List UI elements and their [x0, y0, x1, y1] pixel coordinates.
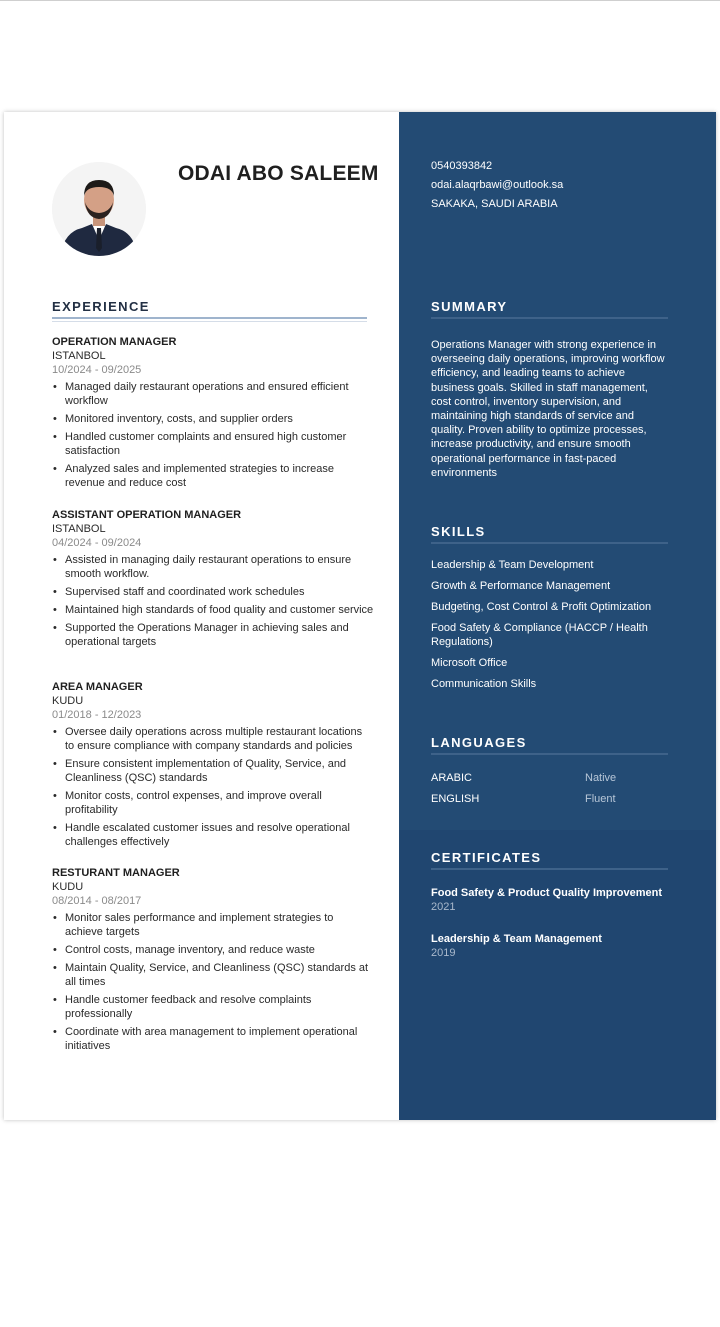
certificate-year: 2021 — [431, 901, 456, 913]
skill-item: Leadership & Team Development — [431, 559, 594, 571]
skill-item: Growth & Performance Management — [431, 580, 611, 592]
job-bullet: • Maintain Quality, Service, and Cleanliness (QSC) standards at all times — [65, 961, 374, 989]
location: SAKAKA, SAUDI ARABIA — [431, 198, 558, 210]
job-company: KUDU — [52, 695, 84, 707]
skill-item: Microsoft Office — [431, 657, 508, 669]
job-bullets — [52, 911, 374, 1053]
experience-rule-thin — [52, 321, 367, 322]
experience-item — [52, 508, 374, 653]
job-bullet: • Supported the Operations Manager in achieving sales and operational targets — [65, 621, 374, 649]
job-bullet: • Assisted in managing daily restaurant operations to ensure smooth workflow. — [65, 553, 374, 581]
certificate-item — [431, 886, 681, 914]
certificates-rule — [431, 868, 668, 870]
job-bullet: • Analyzed sales and implemented strategies to increase revenue and reduce cost — [65, 462, 374, 490]
job-title: AREA MANAGER — [52, 681, 143, 693]
experience-heading: EXPERIENCE — [52, 299, 150, 314]
job-bullets — [52, 725, 374, 849]
language-name: ENGLISH — [431, 793, 480, 805]
language-row — [431, 793, 671, 805]
skill-item: Communication Skills — [431, 678, 537, 690]
languages-heading: LANGUAGES — [431, 735, 527, 750]
resume-page — [4, 112, 716, 1120]
skill-item: Food Safety & Compliance (HACCP / Health Regulations) — [431, 622, 648, 648]
sidebar-lower-panel — [399, 830, 716, 1120]
job-dates: 08/2014 - 08/2017 — [52, 895, 142, 907]
contact-block — [431, 157, 563, 214]
email-address: odai.alaqrbawi@outlook.sa — [431, 179, 564, 191]
job-company: KUDU — [52, 881, 84, 893]
job-bullet: • Monitored inventory, costs, and supplier orders — [65, 412, 374, 426]
language-level: Native — [585, 772, 617, 784]
certificate-name: Food Safety & Product Quality Improvement — [431, 887, 663, 899]
job-company: ISTANBOL — [52, 350, 106, 362]
certificates-heading: CERTIFICATES — [431, 850, 542, 865]
job-dates: 01/2018 - 12/2023 — [52, 709, 142, 721]
job-company: ISTANBOL — [52, 523, 106, 535]
job-bullet: • Managed daily restaurant operations and ensured efficient workflow — [65, 380, 374, 408]
job-bullets — [52, 553, 374, 649]
left-column — [4, 112, 399, 1120]
certificate-year: 2019 — [431, 947, 456, 959]
profile-photo — [52, 162, 146, 256]
skills-heading: SKILLS — [431, 524, 486, 539]
summary-heading: SUMMARY — [431, 299, 508, 314]
job-bullet: • Coordinate with area management to implement operational initiatives — [65, 1025, 374, 1053]
phone-number: 0540393842 — [431, 160, 493, 172]
candidate-name: ODAI ABO SALEEM — [178, 162, 379, 185]
summary-rule — [431, 317, 668, 319]
job-bullet: • Supervised staff and coordinated work schedules — [65, 585, 374, 599]
person-photo-icon — [52, 162, 146, 256]
summary-text: Operations Manager with strong experience in overseeing daily operations, improving workflow efficiency, and leading teams to achieve business goals. Skilled in staff management, cost control, inventory supervision, and maintaining high standards of service and quality. Proven ability to optimize processes, increase productivity, and ensure smooth operational performance in fast-paced environments — [431, 339, 665, 479]
language-name: ARABIC — [431, 772, 472, 784]
job-bullet: • Oversee daily operations across multiple restaurant locations to ensure compliance with company standards and policies — [65, 725, 374, 753]
job-bullet: • Control costs, manage inventory, and reduce waste — [65, 943, 374, 957]
job-bullets — [52, 380, 374, 490]
job-bullet: • Monitor sales performance and implement strategies to achieve targets — [65, 911, 374, 939]
skills-rule — [431, 542, 668, 544]
job-dates: 10/2024 - 09/2025 — [52, 364, 142, 376]
job-title: OPERATION MANAGER — [52, 336, 177, 348]
languages-rule — [431, 753, 668, 755]
language-level: Fluent — [585, 793, 616, 805]
job-bullet: • Monitor costs, control expenses, and improve overall profitability — [65, 789, 374, 817]
experience-rule — [52, 317, 367, 319]
skill-item: Budgeting, Cost Control & Profit Optimization — [431, 601, 652, 613]
job-bullet: • Handle customer feedback and resolve complaints professionally — [65, 993, 374, 1021]
experience-item — [52, 335, 374, 494]
right-sidebar — [399, 112, 716, 1120]
experience-item — [52, 680, 374, 853]
job-bullet: • Handled customer complaints and ensured high customer satisfaction — [65, 430, 374, 458]
job-bullet: • Handle escalated customer issues and resolve operational challenges effectively — [65, 821, 374, 849]
top-divider — [0, 0, 720, 1]
job-title: RESTURANT MANAGER — [52, 867, 180, 879]
job-bullet: • Maintained high standards of food quality and customer service — [65, 603, 374, 617]
experience-item — [52, 866, 374, 1057]
language-row — [431, 772, 671, 784]
skills-list — [431, 558, 671, 698]
certificate-name: Leadership & Team Management — [431, 933, 602, 945]
job-title: ASSISTANT OPERATION MANAGER — [52, 509, 242, 521]
job-bullet: • Ensure consistent implementation of Quality, Service, and Cleanliness (QSC) standards — [65, 757, 374, 785]
job-dates: 04/2024 - 09/2024 — [52, 537, 142, 549]
certificate-item — [431, 932, 681, 960]
